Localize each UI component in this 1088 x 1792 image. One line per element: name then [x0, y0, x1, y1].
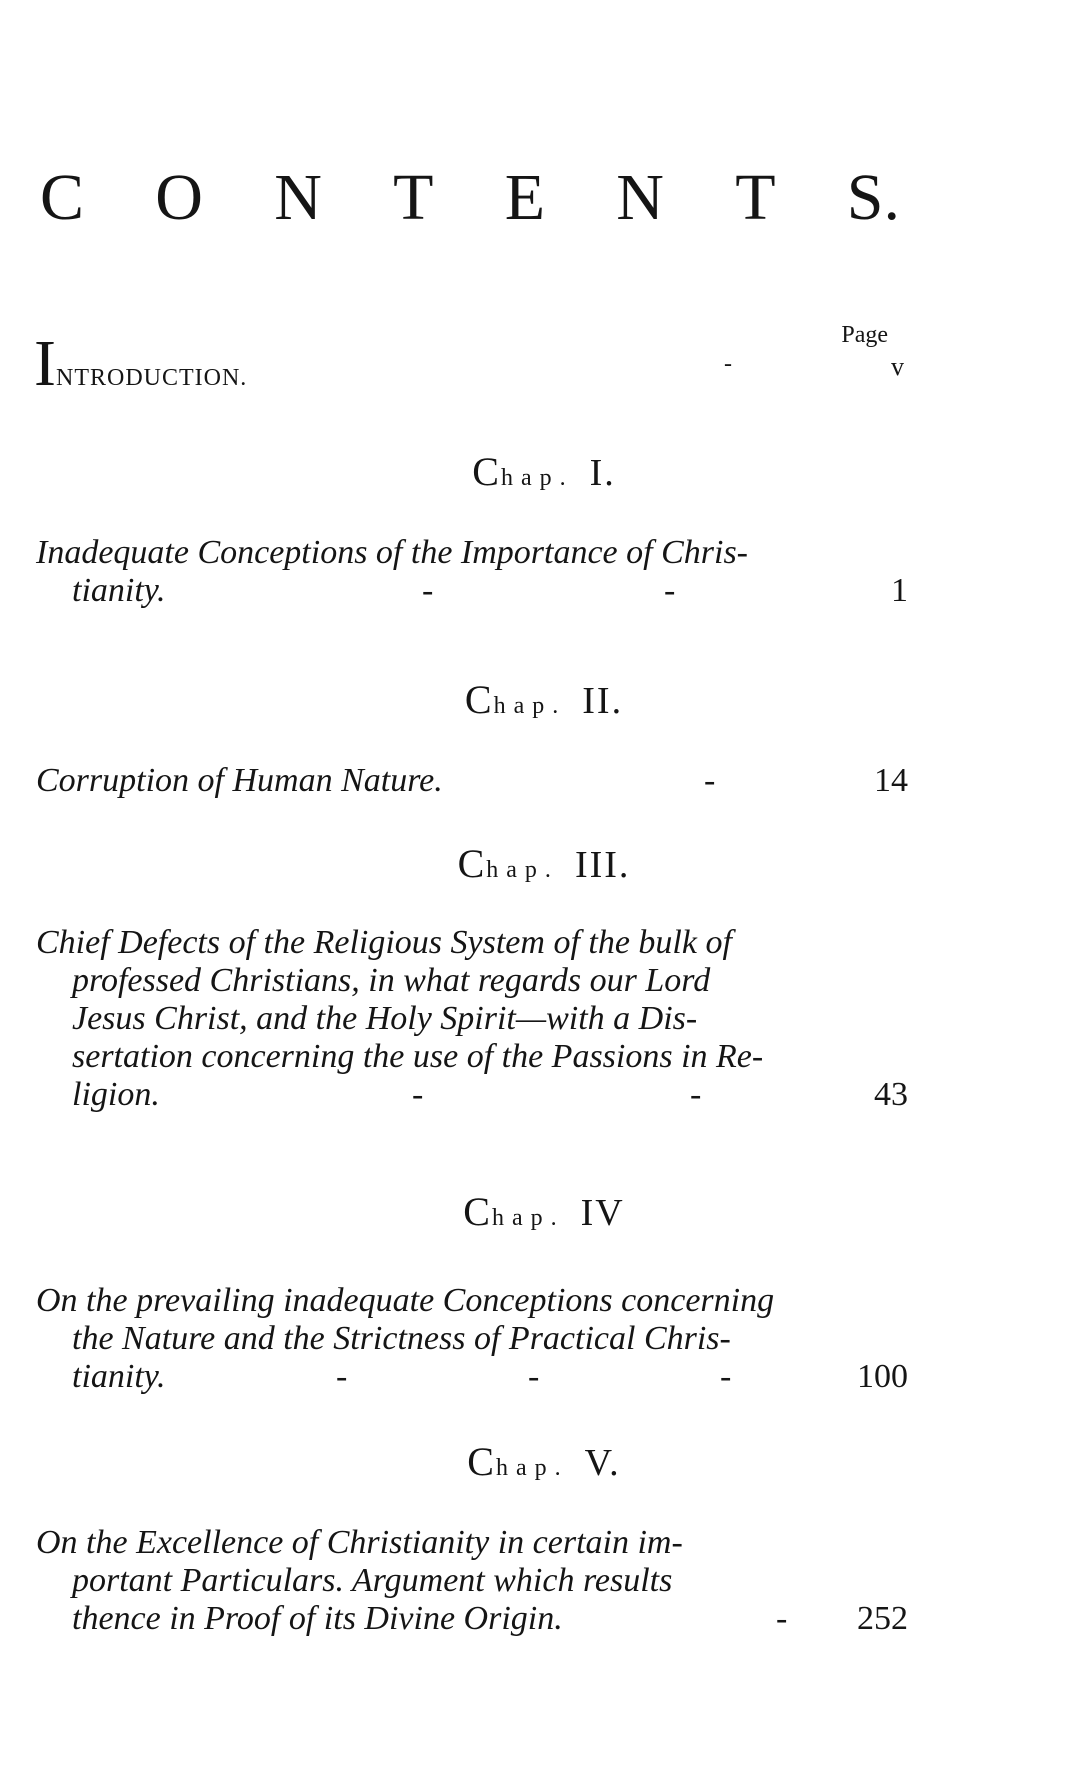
- chapter-heading: [0, 448, 1088, 495]
- entry-line: the Nature and the Strictness of Practical Chris-: [72, 1320, 731, 1357]
- chapter-entry: [36, 1524, 908, 1638]
- leader-dash: -: [704, 762, 716, 799]
- chapter-word: hap.: [491, 1205, 565, 1231]
- chapter-number: V.: [584, 1442, 621, 1484]
- introduction-label: NTRODUCTION.: [55, 365, 248, 391]
- chapter-cap: C: [467, 1439, 496, 1484]
- entry-line: thence in Proof of its Divine Origin.: [72, 1600, 563, 1637]
- leader-dash: -: [412, 1076, 424, 1113]
- entry-line: On the Excellence of Christianity in certain im-: [36, 1524, 683, 1561]
- leader-dash: -: [528, 1358, 540, 1395]
- chapter-heading: [0, 1188, 1088, 1235]
- chapter-number: IV: [580, 1192, 625, 1234]
- entry-line: Inadequate Conceptions of the Importance of Chris-: [36, 534, 749, 571]
- chapter-word: hap.: [493, 693, 567, 719]
- page-number: 1: [891, 572, 908, 609]
- entry-line: Jesus Christ, and the Holy Spirit—with a Dis-: [72, 1000, 698, 1037]
- entry-last-line: [36, 762, 908, 800]
- leader-dash: -: [422, 572, 434, 609]
- chapter-number: III.: [574, 844, 631, 886]
- chapter-number: I.: [589, 452, 616, 494]
- title-letter: T: [393, 161, 434, 234]
- entry-line: tianity.: [72, 572, 166, 609]
- title-letter: E: [504, 161, 546, 234]
- chapter-word: hap.: [500, 465, 574, 491]
- chapter-number: II.: [582, 680, 624, 722]
- entry-last-line: [36, 1600, 908, 1638]
- title-letter: S.: [846, 161, 900, 234]
- entry-line: Corruption of Human Nature.: [36, 762, 443, 799]
- chapter-cap: C: [464, 677, 494, 722]
- title-letter: O: [155, 161, 203, 234]
- chapter-cap: C: [463, 1189, 492, 1234]
- chapter-word: hap.: [486, 857, 559, 883]
- chapter-word: hap.: [495, 1455, 569, 1481]
- leader-dash: -: [336, 1358, 348, 1395]
- title-letter: C: [40, 161, 85, 234]
- chapter-heading: [0, 1438, 1088, 1485]
- chapter-heading: [0, 840, 1088, 887]
- chapter-entry: [36, 534, 908, 610]
- chapter-heading: [0, 676, 1088, 723]
- entry-line: tianity.: [72, 1358, 166, 1395]
- page-number: 100: [857, 1358, 908, 1395]
- leader-dash: -: [664, 572, 676, 609]
- page-number: 252: [857, 1600, 908, 1637]
- entry-last-line: [36, 572, 908, 610]
- leader-dash: -: [720, 1358, 732, 1395]
- chapter-cap: C: [457, 841, 487, 886]
- leader-dash: -: [724, 351, 732, 377]
- page-number: v: [891, 352, 904, 381]
- chapter-entry: [36, 924, 908, 1114]
- leader-dash: -: [776, 1600, 788, 1637]
- page-title: [40, 160, 900, 236]
- title-letter: N: [274, 161, 322, 234]
- chapter-cap: C: [472, 449, 501, 494]
- page-column-label: Page: [841, 322, 888, 348]
- title-letter: N: [616, 161, 664, 234]
- page-number: 43: [874, 1076, 908, 1113]
- entry-line: Chief Defects of the Religious System of the bulk of: [36, 924, 732, 961]
- title-letter: T: [735, 161, 776, 234]
- entry-line: portant Particulars. Argument which results: [72, 1562, 673, 1599]
- entry-last-line: [36, 1358, 908, 1396]
- leader-dash: -: [690, 1076, 702, 1113]
- chapter-entry: [36, 1282, 908, 1396]
- page-number: 14: [874, 762, 908, 799]
- chapter-entry: [36, 762, 908, 800]
- entry-last-line: [36, 1076, 908, 1114]
- entry-line: On the prevailing inadequate Conceptions concerning: [36, 1282, 775, 1319]
- drop-initial: I: [34, 327, 56, 400]
- entry-line: professed Christians, in what regards our Lord: [72, 962, 711, 999]
- entry-line: sertation concerning the use of the Passions in Re-: [72, 1038, 764, 1075]
- entry-line: ligion.: [72, 1076, 160, 1113]
